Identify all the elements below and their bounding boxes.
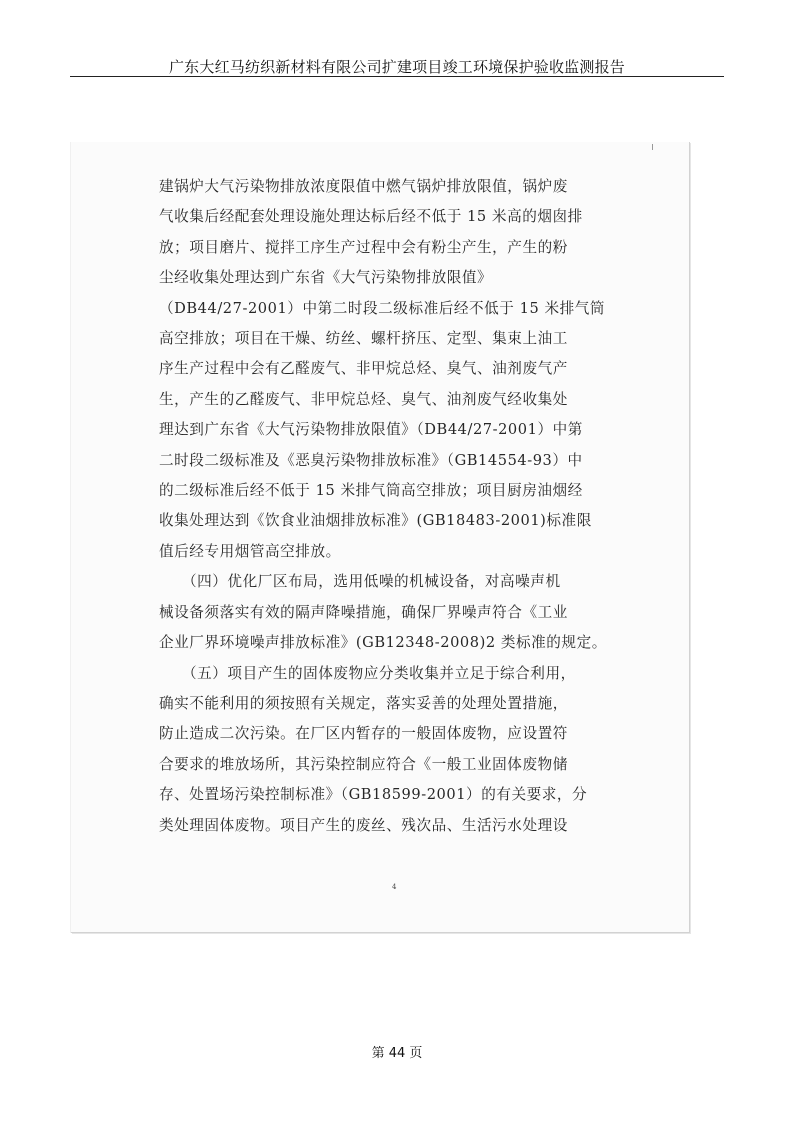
page-number-footer: 第 44 页: [371, 1046, 423, 1061]
scanned-document-image: [71, 142, 690, 933]
text-line: 收集处理达到《饮食业油烟排放标准》(GB18483-2001)标准限: [159, 512, 592, 530]
header-divider: [70, 76, 724, 77]
text-line: 械设备须落实有效的隔声降噪措施，确保厂界噪声符合《工业: [159, 603, 568, 621]
text-line: 合要求的堆放场所，其污染控制应符合《一般工业固体废物储: [159, 755, 568, 773]
scan-artifact-mark: [652, 144, 653, 150]
text-line: 的二级标准后经不低于 15 米排气筒高空排放；项目厨房油烟经: [159, 482, 583, 500]
text-line: 序生产过程中会有乙醛废气、非甲烷总烃、臭气、油剂废气产: [159, 360, 568, 378]
text-line: 理达到广东省《大气污染物排放限值》（DB44/27-2001）中第: [159, 421, 583, 439]
text-line: 存、处置场污染控制标准》（GB18599-2001）的有关要求，分: [159, 786, 588, 804]
text-line: 放；项目磨片、搅拌工序生产过程中会有粉尘产生，产生的粉: [159, 238, 568, 256]
report-header-title: 广东大红马纺织新材料有限公司扩建项目竣工环境保护验收监测报告: [168, 58, 625, 76]
text-line: （DB44/27-2001）中第二时段二级标准后经不低于 15 米排气筒: [159, 299, 606, 317]
text-line: 生，产生的乙醛废气、非甲烷总烃、臭气、油剂废气经收集处: [159, 390, 568, 408]
text-line: （四）优化厂区布局，选用低噪的机械设备，对高噪声机: [159, 573, 561, 591]
text-line: 高空排放；项目在干燥、纺丝、螺杆挤压、定型、集束上油工: [159, 330, 568, 348]
text-line: 尘经收集处理达到广东省《大气污染物排放限值》: [159, 269, 493, 287]
scanned-body-text: [159, 172, 619, 841]
text-line: 防止造成二次污染。在厂区内暂存的一般固体废物，应设置符: [159, 725, 568, 743]
text-line: 建锅炉大气污染物排放浓度限值中燃气锅炉排放限值，锅炉废: [159, 178, 568, 195]
scan-page-number: 4: [392, 883, 397, 891]
text-line: （五）项目产生的固体废物应分类收集并立足于综合利用，: [159, 664, 576, 682]
text-line: 企业厂界环境噪声排放标准》(GB12348-2008)2 类标准的规定。: [159, 634, 607, 652]
text-line: 值后经专用烟管高空排放。: [159, 542, 341, 560]
text-line: 二时段二级标准及《恶臭污染物排放标准》（GB14554-93）中: [159, 451, 583, 469]
text-line: 确实不能利用的须按照有关规定，落实妥善的处理处置措施，: [159, 694, 568, 712]
text-line: 气收集后经配套处理设施处理达标后经不低于 15 米高的烟囱排: [159, 208, 583, 226]
text-line: 类处理固体废物。项目产生的废丝、残次品、生活污水处理设: [159, 816, 568, 834]
